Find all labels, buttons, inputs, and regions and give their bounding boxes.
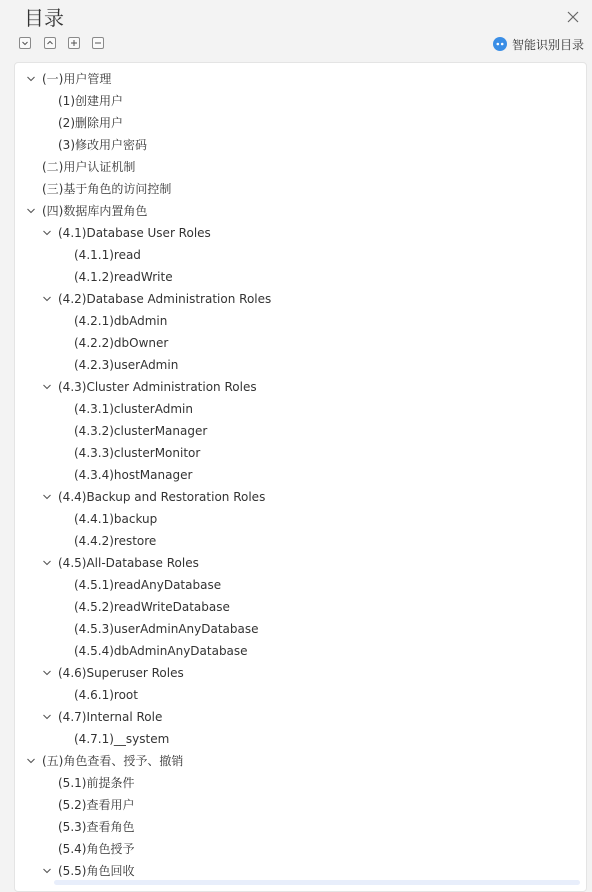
collapse-all-button[interactable] bbox=[44, 37, 56, 49]
chevron-down-icon[interactable] bbox=[42, 492, 52, 502]
close-icon bbox=[564, 8, 582, 26]
toc-item-label: (4.5)All-Database Roles bbox=[58, 556, 199, 570]
toc-item-label: (5.3)查看角色 bbox=[58, 820, 135, 834]
toc-item[interactable] bbox=[74, 596, 230, 618]
toc-item[interactable] bbox=[74, 332, 168, 354]
toc-item-label: (4.4.2)restore bbox=[74, 534, 157, 548]
toc-item[interactable] bbox=[58, 816, 134, 838]
toc-item[interactable] bbox=[42, 200, 147, 222]
toc-item-label: (4.4.1)backup bbox=[74, 512, 158, 526]
chevron-down-icon[interactable] bbox=[42, 228, 52, 238]
toc-item[interactable] bbox=[42, 68, 111, 90]
chevron-down-icon[interactable] bbox=[42, 294, 52, 304]
toc-item-label: (5.2)查看用户 bbox=[58, 798, 135, 812]
chevron-down-icon[interactable] bbox=[26, 206, 36, 216]
chevron-down-icon[interactable] bbox=[42, 382, 52, 392]
toc-item-label: (4.2.3)userAdmin bbox=[74, 358, 179, 372]
toc-item[interactable] bbox=[58, 662, 184, 684]
toc-item[interactable] bbox=[58, 794, 134, 816]
toc-item-label: (4.3.3)clusterMonitor bbox=[74, 446, 201, 460]
remove-level-button[interactable] bbox=[92, 37, 104, 49]
toc-item[interactable] bbox=[58, 376, 257, 398]
toc-item[interactable] bbox=[74, 640, 248, 662]
toc-item-label: (5.1)前提条件 bbox=[58, 776, 135, 790]
toc-item[interactable] bbox=[58, 838, 134, 860]
toc-item-label: (四)数据库内置角色 bbox=[42, 204, 148, 218]
toc-item-label: (4.7.1)__system bbox=[74, 732, 170, 746]
plus-icon bbox=[69, 38, 79, 48]
toc-item[interactable] bbox=[58, 486, 265, 508]
toc-item[interactable] bbox=[74, 574, 221, 596]
toc-item-label: (4.5.3)userAdminAnyDatabase bbox=[74, 622, 259, 636]
selected-item-highlight bbox=[54, 880, 580, 885]
toc-item[interactable] bbox=[74, 244, 141, 266]
toc-item[interactable] bbox=[74, 442, 200, 464]
toc-item-label: (4.6.1)root bbox=[74, 688, 138, 702]
toc-item[interactable] bbox=[74, 684, 138, 706]
toc-item-label: (二)用户认证机制 bbox=[42, 160, 136, 174]
smart-recognize-label: 智能识别目录 bbox=[512, 37, 585, 52]
toc-item-label: (4.3.4)hostManager bbox=[74, 468, 193, 482]
add-level-button[interactable] bbox=[68, 37, 80, 49]
toc-item[interactable] bbox=[58, 288, 271, 310]
toc-item-label: (4.7)Internal Role bbox=[58, 710, 163, 724]
toc-item-label: (5.5)角色回收 bbox=[58, 864, 135, 878]
toc-item-label: (1)创建用户 bbox=[58, 94, 123, 108]
chevron-down-icon[interactable] bbox=[42, 866, 52, 876]
toc-item[interactable] bbox=[58, 860, 134, 882]
chevron-down-icon[interactable] bbox=[42, 668, 52, 678]
toc-item-label: (4.5.4)dbAdminAnyDatabase bbox=[74, 644, 248, 658]
chevron-down-icon[interactable] bbox=[42, 558, 52, 568]
chevron-up-icon bbox=[45, 38, 55, 48]
toc-item-label: (3)修改用户密码 bbox=[58, 138, 147, 152]
toc-item-label: (4.4)Backup and Restoration Roles bbox=[58, 490, 266, 504]
toc-item[interactable] bbox=[42, 178, 171, 200]
chevron-down-icon[interactable] bbox=[42, 712, 52, 722]
toc-item[interactable] bbox=[58, 706, 162, 728]
toc-item-label: (4.1)Database User Roles bbox=[58, 226, 211, 240]
toc-item[interactable] bbox=[58, 134, 147, 156]
toc-item-label: (五)角色查看、授予、撤销 bbox=[42, 754, 184, 768]
chevron-down-icon bbox=[20, 38, 30, 48]
toc-item-label: (2)删除用户 bbox=[58, 116, 123, 130]
toc-item-label: (4.2.1)dbAdmin bbox=[74, 314, 168, 328]
chevron-down-icon[interactable] bbox=[26, 756, 36, 766]
toc-item[interactable] bbox=[74, 728, 169, 750]
toc-item[interactable] bbox=[74, 354, 178, 376]
toc-item-label: (4.1.1)read bbox=[74, 248, 141, 262]
toc-item[interactable] bbox=[58, 112, 123, 134]
toc-item-label: (4.6)Superuser Roles bbox=[58, 666, 184, 680]
toc-item-label: (4.1.2)readWrite bbox=[74, 270, 173, 284]
toc-item-label: (三)基于角色的访问控制 bbox=[42, 182, 172, 196]
toc-item-label: (5.4)角色授予 bbox=[58, 842, 135, 856]
toc-item[interactable] bbox=[42, 156, 135, 178]
toc-item[interactable] bbox=[58, 222, 211, 244]
toc-item[interactable] bbox=[74, 266, 173, 288]
toc-item[interactable] bbox=[74, 310, 167, 332]
expand-all-button[interactable] bbox=[19, 37, 31, 49]
toc-item-label: (4.5.2)readWriteDatabase bbox=[74, 600, 230, 614]
toc-item[interactable] bbox=[58, 772, 134, 794]
toc-item[interactable] bbox=[58, 90, 123, 112]
toc-item-label: (4.2.2)dbOwner bbox=[74, 336, 169, 350]
toc-item-label: (4.5.1)readAnyDatabase bbox=[74, 578, 222, 592]
toc-item[interactable] bbox=[58, 552, 199, 574]
chevron-down-icon[interactable] bbox=[26, 74, 36, 84]
minus-icon bbox=[93, 38, 103, 48]
toc-item[interactable] bbox=[74, 508, 157, 530]
smart-recognize-toc-button[interactable] bbox=[492, 35, 584, 53]
toc-header bbox=[0, 0, 592, 60]
panel-title: 目录 bbox=[24, 6, 64, 30]
toc-item[interactable] bbox=[74, 464, 192, 486]
close-button[interactable] bbox=[564, 8, 582, 26]
toc-item[interactable] bbox=[42, 750, 183, 772]
toc-item-label: (4.3.1)clusterAdmin bbox=[74, 402, 193, 416]
toc-item[interactable] bbox=[74, 530, 156, 552]
toc-item[interactable] bbox=[74, 398, 193, 420]
toc-item[interactable] bbox=[74, 420, 207, 442]
toc-item-label: (4.2)Database Administration Roles bbox=[58, 292, 272, 306]
toc-item-label: (一)用户管理 bbox=[42, 72, 112, 86]
ai-cloud-icon bbox=[492, 36, 508, 52]
toc-item-label: (4.3.2)clusterManager bbox=[74, 424, 208, 438]
toc-item[interactable] bbox=[74, 618, 259, 640]
toc-item-label: (4.3)Cluster Administration Roles bbox=[58, 380, 257, 394]
